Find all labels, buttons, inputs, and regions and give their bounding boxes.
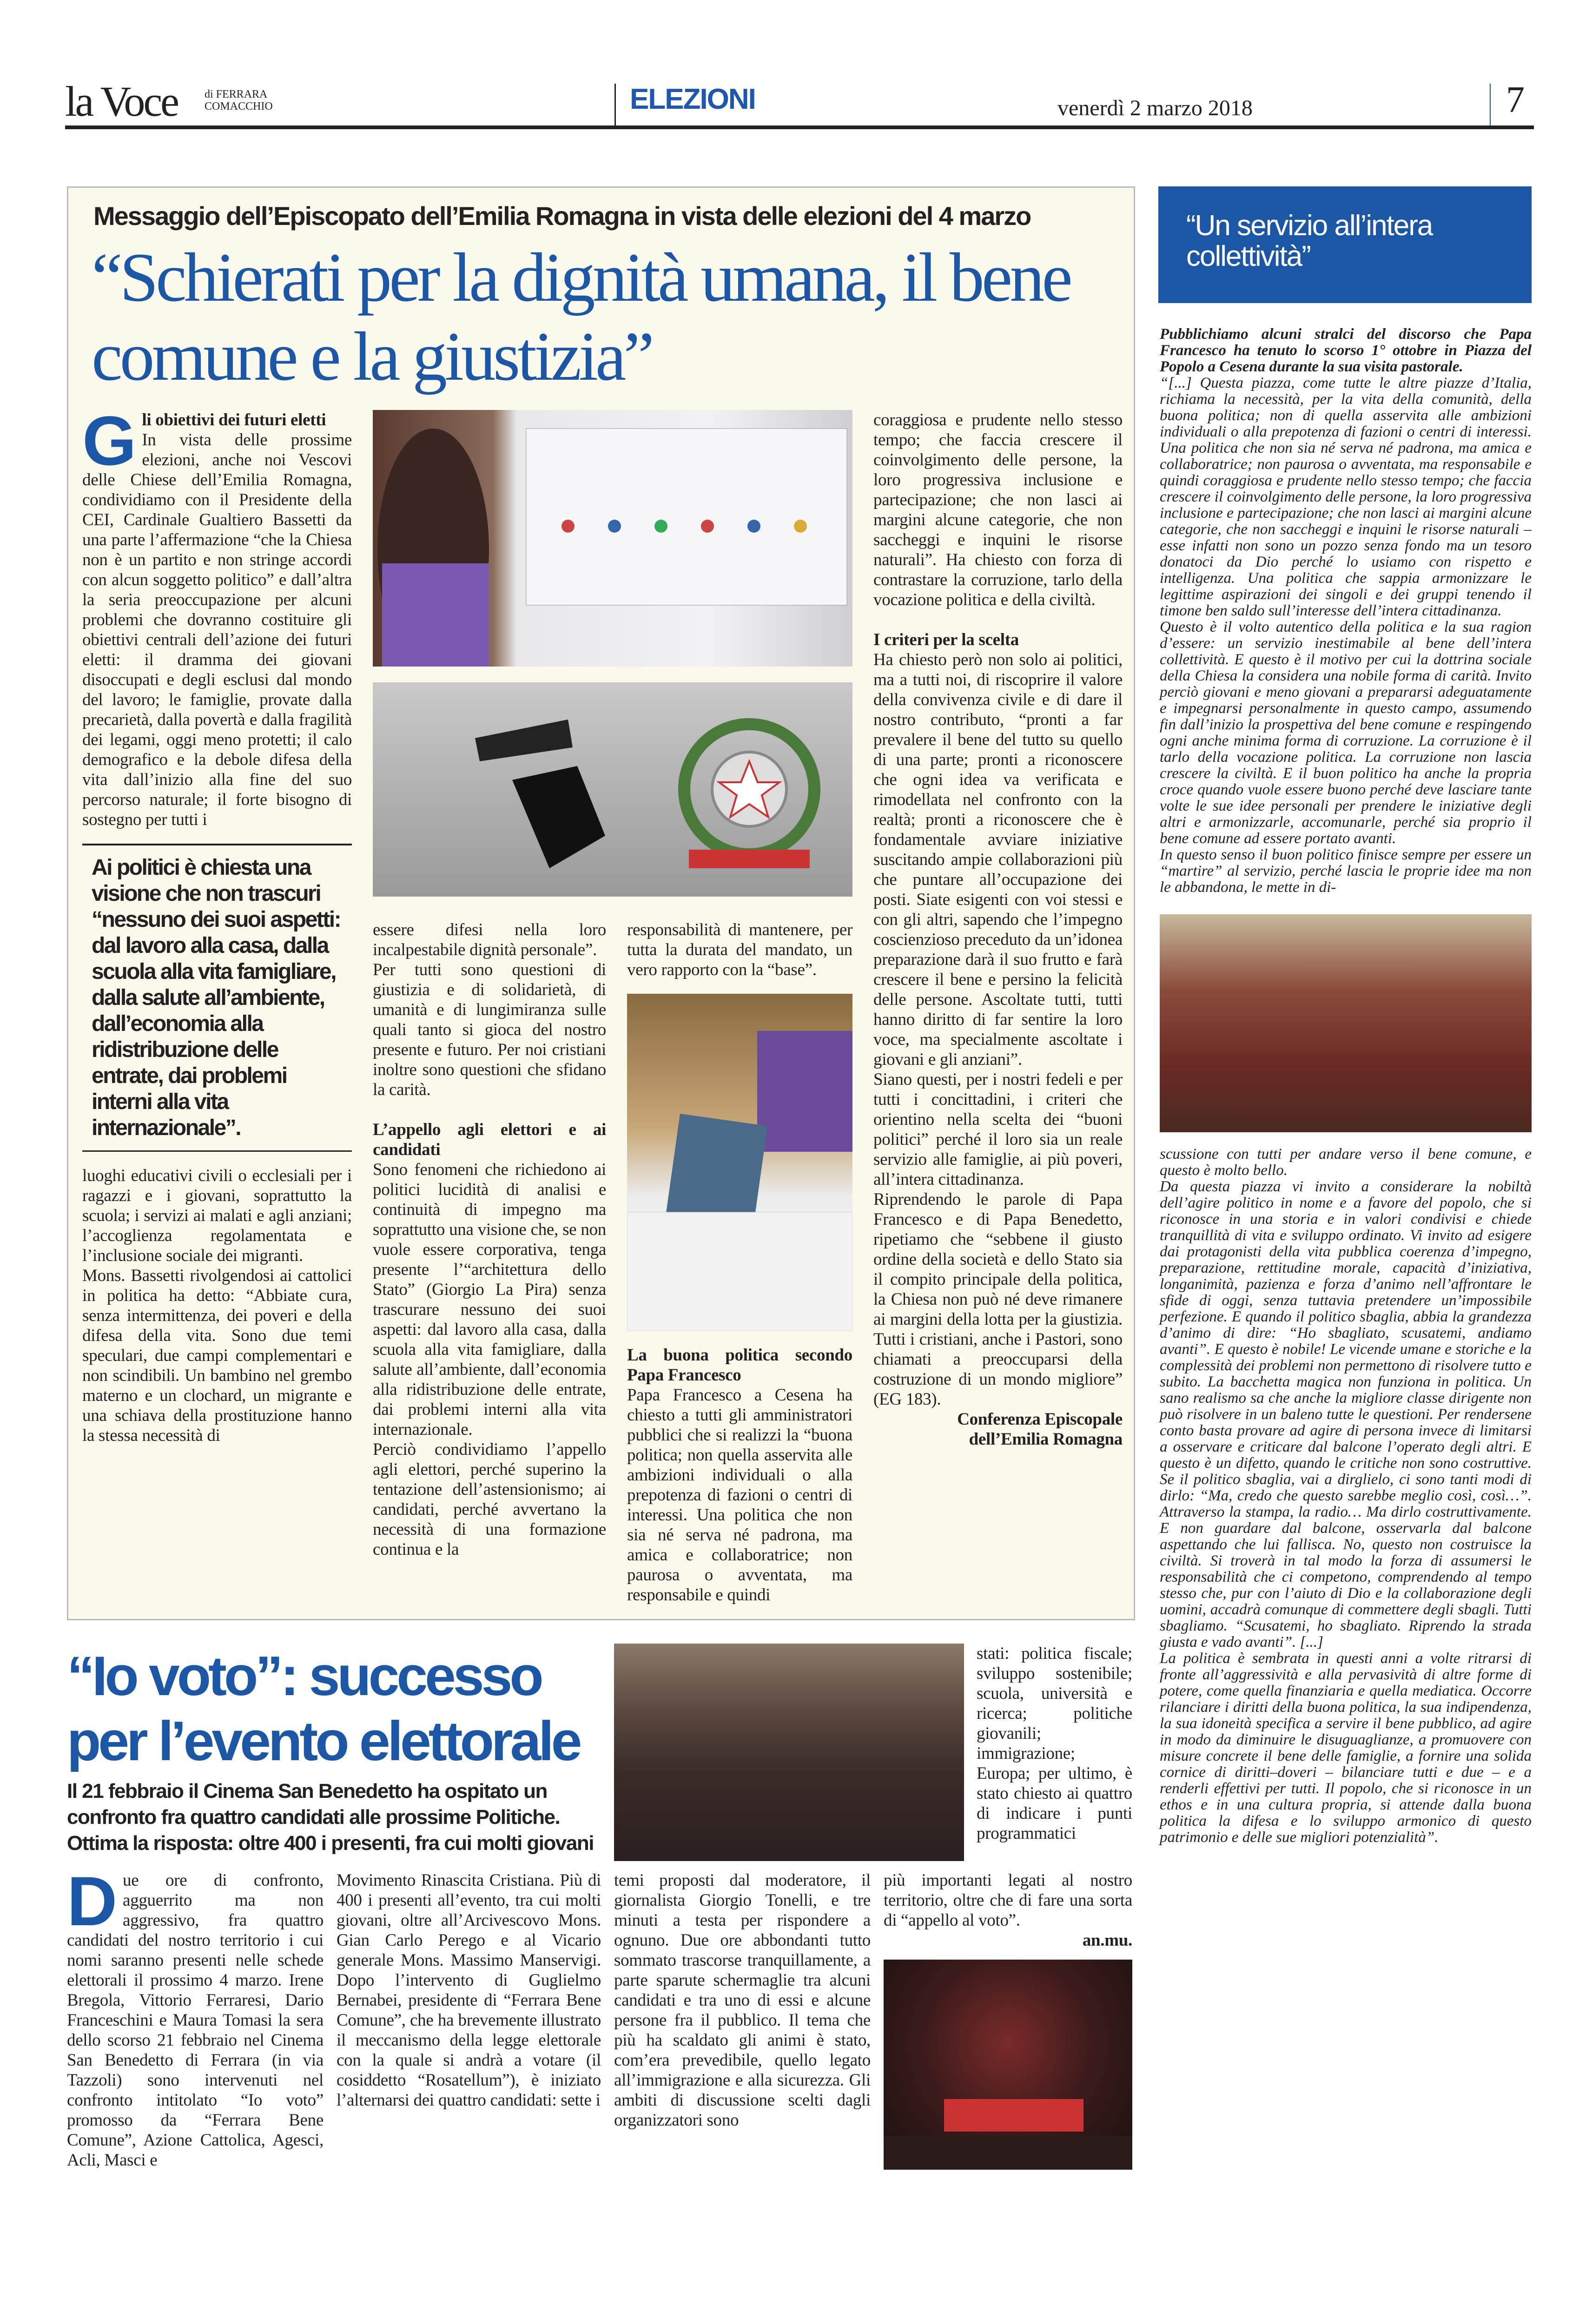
paragraph: Movimento Rinascita Cristiana. Più di 400 i presenti all’evento, tra cui molti giovani, oltre all’Arcivescovo Mons. Gian Carlo Perego e al Vicario generale Mons. Massimo Manservigi. Dopo l’intervento di Guglielmo Bernabei, presidente di “Ferrara Bene Comune”, che ha brevemente illustrato il meccanismo della legge elettorale con la quale si andrà a votare (il cosiddetto “Rosatellum”), è iniziato l’alternarsi dei quattro candidati: sette i bbox=[337, 1871, 601, 2110]
paragraph: “[...] Questa piazza, come tutte le altre piazze d’Italia, richiama la necessità, per la vita della comunità, della buona politica; non di quella asservita alle ambizioni individuali o alla prepotenza di fazioni o centri di interessi. Una politica che non sia né serva né padrona, ma amica e collaboratrice; non paurosa o avventata, ma responsabile e quindi coraggiosa e prudente nello stesso tempo; che faccia crescere il coinvolgimento delle persone, la loro progressiva inclusione e partecipazione; che non lasci ai margini alcune categorie, che non saccheggi e inquini le risorse naturali – esse infatti non sono un pozzo senza fondo ma un tesoro donatoci da Dio perché lo usiamo con rispetto e intelligenza. Una politica che sappia armonizzare le legittime aspirazioni dei singoli e dei gruppi tenendo il timone ben saldo sull’interesse dell’intera cittadinanza. bbox=[1160, 375, 1532, 619]
bottom-headline: “Io voto”: successo per l’evento elettorale bbox=[67, 1645, 580, 1772]
paragraph: Siano questi, per i nostri fedeli e per tutti i concittadini, i criteri che orientino nella scelta dei “buoni politici” perché il loro sia un reale servizio alle famiglie, ai più poveri, all’intera cittadinanza. bbox=[873, 1070, 1123, 1189]
article-headline: “Schierati per la dignità umana, il bene comune e la giustizia” bbox=[92, 239, 1070, 395]
page-header bbox=[65, 74, 1534, 129]
pull-quote: Ai politici è chiesta una visione che non trascuri “nessuno dei suoi aspetti: dal lavoro alla casa, dalla scuola alla vita famigliare, dalla salute all’ambiente, dall’economia alla ridistribuzione delle entrate, dai problemi interni alla vita internazionale”. bbox=[82, 844, 352, 1152]
article-columns bbox=[68, 402, 1134, 1605]
bottom-column-4 bbox=[884, 1870, 1132, 2170]
republic-emblem-illustration bbox=[373, 682, 852, 897]
paragraph: Ha chiesto però non solo ai politici, ma a tutti noi, di riscoprire il valore della convivenza civile e di dare il nostro contributo, “pronti a far prevalere il bene del tutto su quello di una parte; pronti a riconoscere che ogni idea va verificata e rimodellata nel confronto con la realtà; pronti a riconoscere che è fondamentale avviare iniziative suscitando ampie collaborazioni più che puntare all’occupazione dei posti. Siate esigenti con voi stessi e con gli altri, sapendo che l’impegno coscienzioso preceduto da un’idonea preparazione darà il suo frutto e farà crescere il bene e persino la felicità delle persone. Ascoltate tutti, tutti hanno diritto di far sentire la loro voce, ma specialmente ascoltate i giovani e gli anziani”. bbox=[873, 650, 1123, 1069]
paragraph: Questo è il volto autentico della politica e la sua ragion d’essere: un servizio inestimabile al bene dell’intera collettività. E questo è il motivo per cui la dottrina sociale della Chiesa la considera una nobile forma di carità. Invito perciò giovani e meno giovani a prepararsi adeguatamente e impegnarsi personalmente in questo campo, assumendo fin dall’inizio la prospettiva del bene comune e respingendo ogni anche minima forma di corruzione. La corruzione è il tarlo della vocazione politica. La corruzione non lascia crescere la civiltà. E il buon politico ha anche la propria croce quando vuole essere buono perché deve lasciare tante volte le sue idee personali per prendere le iniziative degli altri e armonizzarle, accomunarle, perché sia proprio il bene comune ad essere portato avanti. bbox=[1160, 619, 1532, 847]
bottom-heading-block bbox=[67, 1644, 601, 1856]
paragraph: temi proposti dal moderatore, il giornalista Giorgio Tonelli, e tre minuti a testa per rispondere a ognuno. Due ore abbondanti tutto sommato trascorse tranquillamente, a parte sparute schermaglie tra alcuni candidati e tra uno di essi e alcune persone fra il pubblico. Il tema che più ha scaldato gli animi è stato, com’era prevedibile, quello legato all’immigrazione e alla sicurezza. Gli ambiti di discussione scelti dagli organizzatori sono bbox=[614, 1871, 871, 2130]
paragraph: Da questa piazza vi invito a considerare la nobiltà dell’agire politico in nome e a favore del popolo, che si riconosce in una storia e in valori condivisi e chiede tranquillità di vita e sviluppo ordinato. Vi invito ad esigere dai protagonisti della vita pubblica coerenza d’impegno, preparazione, rettitudine morale, capacità d’iniziativa, longanimità, pazienza e forza d’animo nell’affrontare le sfide di oggi, senza tuttavia pretendere un’impossibile perfezione. E quando il politico sbaglia, abbia la grandezza d’animo di dire: “Ho sbagliato, scusatemi, andiamo avanti”. E questo è nobile! Le vicende umane e storiche e la complessità dei problemi non permettono di risolvere tutto e subito. La bacchetta magica non funziona in politica. Un sano realismo sa che anche la migliore classe dirigente non può risolvere in un baleno tutte le questioni. Per rendersene conto basta provare ad agire di persona invece di limitarsi a osservare e criticare dal balcone l’operato degli altri. E questo è un difetto, quando le critiche non sono costruttive. Se il politico sbaglia, vai a dirglielo, ci sono tanti modi di dirlo: “Ma, credo che questo sarebbe meglio così, così…”. Attraverso la stampa, la radio… Ma dirlo costruttivamente. E non guardare dal balcone, osservarla dal balcone aspettando che lui fallisca. No, questo non costruisce la civiltà. Si troverà in tal modo la forza di assumersi le responsabilità che ci competono, comprendendo al tempo stesso che, pur con l’aiuto di Dio e la collaborazione degli uomini, accadrà comunque di commettere degli sbagli. Tutti sbagliamo. “Scusatemi, ho sbagliato. Riprendo la strada giusta e vado avanti”. [...] bbox=[1160, 1178, 1532, 1651]
paragraph: responsabilità di mantenere, per tutta la durata del mandato, un vero rapporto con la “base”. bbox=[627, 920, 852, 979]
sidebar bbox=[1158, 186, 1532, 1846]
sidebar-text-2 bbox=[1158, 1146, 1532, 1846]
article-column-3 bbox=[627, 920, 852, 1605]
paragraph: Perciò condividiamo l’appello agli elettori, perché superino la tentazione dell’astensionismo; ai candidati, perché avvertano la necessità di una formazione continua e la bbox=[373, 1440, 606, 1559]
sidebar-text bbox=[1158, 326, 1532, 896]
header-divider bbox=[614, 84, 616, 125]
subheading: La buona politica secondo Papa Francesco bbox=[627, 1346, 852, 1385]
paragraph: Papa Francesco a Cesena ha chiesto a tutti gli amministratori pubblici che si realizzi la “buona politica; non quella asservita alle ambizioni individuali o alla prepotenza di fazioni o centri di interessi. Una politica che non sia né serva né padrona, ma amica e collaboratrice; non paurosa o avventata, ma responsabile e quindi bbox=[627, 1386, 852, 1604]
left-content bbox=[67, 186, 1135, 2170]
issue-date: venerdì 2 marzo 2018 bbox=[1057, 96, 1253, 120]
photo-ballot-and-emblem bbox=[373, 682, 852, 897]
bottom-column-3 bbox=[614, 1870, 871, 2130]
article-column-4 bbox=[873, 410, 1123, 1449]
bottom-column-4-top bbox=[977, 1644, 1132, 1843]
subheading: L’appello agli elettori e ai candidati bbox=[373, 1120, 606, 1159]
drop-cap: D bbox=[67, 1862, 118, 1940]
stage-table-illustration bbox=[884, 1960, 1132, 2170]
bottom-columns bbox=[67, 1862, 1135, 2170]
photo-woman-reading-ballot bbox=[373, 410, 852, 667]
masthead-logo[interactable]: la Voce bbox=[65, 78, 178, 125]
drop-cap: G bbox=[82, 402, 137, 480]
paragraph: scussione con tutti per andare verso il bene comune, e questo è molto bello. bbox=[1160, 1146, 1532, 1179]
photo-audience bbox=[614, 1644, 964, 1861]
main-article-box bbox=[67, 186, 1135, 1620]
ballot-box-illustration bbox=[627, 994, 852, 1331]
paragraph: La politica è sembrata in questi anni a volte ritrarsi di fronte all’aggressività e alla pervasività di altre forme di potere, come quella finanziaria e quella mediatica. Occorre rilanciare i diritti della buona politica, la sua indipendenza, la sua idoneità specifica a servire il bene pubblico, ad agire in modo da diminuire le disuguaglianze, a promuovere con misure concrete il bene delle famiglie, a fornire una solida cornice di diritti–doveri – bilanciare tutti e due – e a renderli effettivi per tutti. Il popolo, che si riconosce in un ethos e in una cultura propria, si attende dalla buona politica la difesa e lo sviluppo armonico di questo patrimonio e delle sue migliori potenzialità”. bbox=[1160, 1650, 1532, 1846]
subheading: li obiettivi dei futuri eletti bbox=[142, 410, 326, 429]
article-column-2 bbox=[373, 920, 606, 1559]
paragraph: ue ore di confronto, agguerrito ma non aggressivo, fra quattro candidati del nostro territorio i cui nomi saranno presenti nelle schede elettorali il prossimo 4 marzo. Irene Bregola, Vittorio Ferraresi, Dario Franceschini e Maura Tomasi la sera dello scorso 21 febbraio nel Cinema San Benedetto di Ferrara (in via Tazzoli) sono intervenuti nel confronto intitolato “Io voto” promosso da “Ferrara Bene Comune”, Azione Cattolica, Agesci, Acli, Masci e bbox=[67, 1871, 324, 2170]
bottom-column-1 bbox=[67, 1862, 324, 2170]
paragraph: Riprendendo le parole di Papa Francesco e di Papa Benedetto, ripetiamo che “sebbene il giusto ordine della società e dello Stato sia il compito principale della politica, la Chiesa non può né deve rimanere ai margini della lotta per la giustizia. Tutti i cristiani, anche i Pastori, sono chiamati a preoccuparsi della costruzione di un mondo migliore” (EG 183). bbox=[873, 1190, 1123, 1409]
page-number: 7 bbox=[1506, 79, 1525, 120]
paragraph: stati: politica fiscale; sviluppo sostenibile; scuola, università e ricerca; politiche giovanili; immigrazione; Europa; per ultimo, è stato chiesto ai quattro di indicare i punti programmatici bbox=[977, 1644, 1132, 1843]
section-title: ELEZIONI bbox=[630, 83, 755, 115]
header-divider bbox=[1490, 84, 1491, 125]
top-photos bbox=[373, 410, 852, 897]
sidebar-intro: Pubblichiamo alcuni stralci del discorso che Papa Francesco ha tenuto lo scorso 1° ottobre in Piazza del Popolo a Cesena durante la sua visita pastorale. bbox=[1160, 326, 1532, 375]
paragraph: In vista delle prossime elezioni, anche noi Vescovi delle Chiese dell’Emilia Romagna, condividiamo con il Presidente della CEI, Cardinale Gualtiero Bassetti da una parte l’affermazione “che la Chiesa non è un partito e non stringe accordi con alcun soggetto politico” e dall’altra la seria preoccupazione per alcuni problemi che dovranno costituire gli obiettivi centrali dell’azione dei futuri eletti: il dramma dei giovani disoccupati e degli esclusi dal mondo del lavoro; le famiglie, provate dalla precarietà, dalla povertà e dalla fragilità dei legami, oggi meno protetti; il calo demografico e la debole difesa della vita dall’inizio alla fine del suo percorso naturale; il forte bisogno di sostegno per tutti i bbox=[82, 430, 352, 829]
bottom-article bbox=[67, 1644, 1135, 2170]
ballot-poster-illustration bbox=[373, 410, 852, 667]
sidebar-title-box bbox=[1158, 186, 1532, 303]
signature: an.mu. bbox=[1082, 1931, 1132, 1950]
paragraph: In questo senso il buon politico finisce sempre per essere un “martire” al servizio, perché lascia le proprie idee ma non le abbandona, le mette in di- bbox=[1160, 846, 1532, 896]
paragraph: coraggiosa e prudente nello stesso tempo; che faccia crescere il coinvolgimento delle persone, la loro progressiva inclusione e partecipazione; che non lasci ai margini alcune categorie, che non saccheggi e inquini le risorse naturali”. Ha chiesto con forza di contrastare la corruzione, tarlo della vocazione politica e della civiltà. bbox=[873, 410, 1123, 609]
paragraph: essere difesi nella loro incalpestabile dignità personale”. bbox=[373, 920, 606, 959]
photo-stage-debate bbox=[884, 1960, 1132, 2170]
paragraph: Mons. Bassetti rivolgendosi ai cattolici in politica ha detto: “Abbiate cura, senza intermittenza, dei poveri e della difesa della vita. Sono due temi speculari, due campi complementari e non scindibili. Un bambino nel grembo materno e un clochard, un migrante e una schiava della prostituzione hanno la stessa necessità di bbox=[82, 1266, 352, 1445]
paragraph: più importanti legati al nostro territorio, oltre che di fare una sorta di “appello al voto”. bbox=[884, 1871, 1132, 1930]
masthead-subtitle: di FERRARA COMACCHIO bbox=[205, 88, 273, 112]
bottom-subtitle: Il 21 febbraio il Cinema San Benedetto ha ospitato un confronto fra quattro candidati alle prossime Politiche. Ottima la risposta: oltre 400 i presenti, fra cui molti giovani bbox=[67, 1780, 594, 1855]
subheading: I criteri per la scelta bbox=[873, 630, 1019, 649]
article-kicker: Messaggio dell’Episcopato dell’Emilia Romagna in vista delle elezioni del 4 marzo bbox=[93, 201, 1031, 231]
article-column-1 bbox=[82, 402, 352, 1446]
bottom-column-2 bbox=[337, 1870, 601, 2110]
bottom-article-top bbox=[67, 1644, 1135, 1861]
sidebar-title: “Un servizio all’intera collettività” bbox=[1186, 210, 1433, 272]
paragraph: Sono fenomeni che richiedono ai politici lucidità di analisi e continuità di impegno ma soprattutto una visione che, se non vuole essere corporativa, tenga presente l’“architettura dello Stato” (Giorgio La Pira) senza trascurare nessuno dei suoi aspetti: dal lavoro alla casa, dalla scuola alla vita famigliare, dalla salute all’ambiente, dall’economia alla ridistribuzione delle entrate, dai problemi interni alla vita internazionale. bbox=[373, 1160, 606, 1439]
paragraph: luoghi educativi civili o ecclesiali per i ragazzi e i giovani, soprattutto la scuola; i servizi ai malati e agli anziani; l’accoglienza regolamentata e l’inclusione sociale dei migranti. bbox=[82, 1166, 352, 1265]
signature: Conferenza Episcopale dell’Emilia Romagna bbox=[957, 1410, 1123, 1449]
photo-parliament bbox=[1160, 914, 1532, 1132]
paragraph: Per tutti sono questioni di giustizia e di solidarietà, di umanità e di lungimiranza sulle quali tanto si gioca del nostro presente e futuro. Per noi cristiani inoltre sono questioni che sfidano la carità. bbox=[373, 960, 606, 1099]
photo-ballot-box bbox=[627, 994, 852, 1331]
